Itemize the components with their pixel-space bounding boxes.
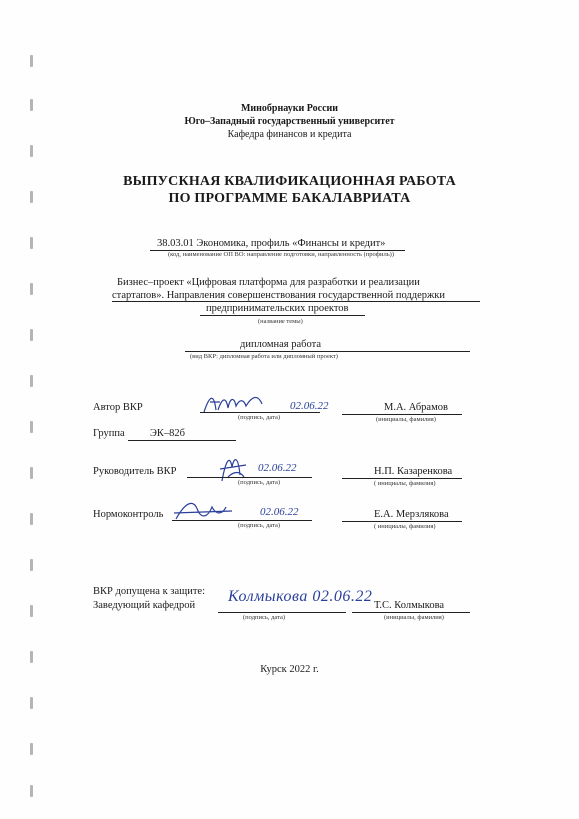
author-signature-date: 02.06.22 — [290, 400, 329, 412]
normcontrol-name: Е.А. Мерзлякова — [374, 509, 449, 520]
supervisor-signature-caption: (подпись, дата) — [238, 479, 281, 486]
head-name-caption: (инициалы, фамилия) — [384, 614, 444, 621]
supervisor-name-caption: ( инициалы, фамилия) — [374, 480, 436, 487]
admission-label: ВКР допущена к защите: — [93, 586, 205, 597]
topic-caption: (название темы) — [258, 318, 303, 325]
group-underline — [128, 440, 236, 441]
head-signature: Колмыкова 02.06.22 — [228, 588, 373, 605]
program-value: 38.03.01 Экономика, профиль «Финансы и кредит» — [157, 238, 386, 249]
supervisor-name: Н.П. Казаренкова — [374, 466, 453, 477]
supervisor-name-line — [342, 478, 462, 479]
document-title-line1: ВЫПУСКНАЯ КВАЛИФИКАЦИОННАЯ РАБОТА — [123, 174, 456, 189]
supervisor-label: Руководитель ВКР — [93, 466, 177, 477]
work-type-value: дипломная работа — [240, 339, 321, 350]
program-caption: (код, наименование ОП ВО: направление подготовки, направленность (профиль)) — [168, 251, 394, 258]
topic-line1: Бизнес–проект «Цифровая платформа для разработки и реализации — [117, 277, 420, 288]
normcontrol-name-caption: ( инициалы, фамилия) — [374, 523, 436, 530]
normcontrol-signature-caption: (подпись, дата) — [238, 522, 281, 529]
head-of-department-label: Заведующий кафедрой — [93, 600, 196, 611]
binding-holes — [30, 55, 38, 795]
supervisor-signature-line — [187, 477, 312, 478]
normcontrol-signature-line — [172, 520, 312, 521]
supervisor-signature-date: 02.06.22 — [258, 462, 297, 474]
normcontrol-label: Нормоконтроль — [93, 509, 164, 520]
head-name: Т.С. Колмыкова — [374, 600, 445, 611]
head-signature-line — [218, 612, 346, 613]
normcontrol-name-line — [342, 521, 462, 522]
author-label: Автор ВКР — [93, 402, 143, 413]
ministry-name: Минобрнауки России — [240, 103, 339, 114]
city-year: Курск 2022 г. — [260, 664, 319, 675]
group-label: Группа — [93, 428, 125, 439]
author-signature-caption: (подпись, дата) — [238, 414, 281, 421]
topic-underline-3 — [200, 315, 365, 316]
head-signature-caption: (подпись, дата) — [243, 614, 286, 621]
group-value: ЭК–82б — [150, 428, 186, 439]
work-type-caption: (вид ВКР: дипломная работа или дипломный проект) — [190, 353, 338, 360]
document-title-line2: ПО ПРОГРАММЕ БАКАЛАВРИАТА — [168, 191, 411, 206]
author-name: М.А. Абрамов — [384, 402, 448, 413]
topic-line2: стартапов». Направления совершенствования государственной поддержки — [112, 290, 445, 301]
department-name: Кафедра финансов и кредита — [227, 129, 352, 140]
author-name-caption: (инициалы, фамилия) — [376, 416, 436, 423]
topic-underline-2 — [112, 301, 480, 302]
author-signature-line — [200, 412, 320, 413]
university-name: Юго–Западный государственный университет — [184, 116, 395, 127]
topic-line3: предпринимательских проектов — [206, 303, 349, 314]
work-type-underline — [185, 351, 470, 352]
head-name-line — [352, 612, 470, 613]
author-name-line — [342, 414, 462, 415]
normcontrol-signature-date: 02.06.22 — [260, 506, 299, 518]
